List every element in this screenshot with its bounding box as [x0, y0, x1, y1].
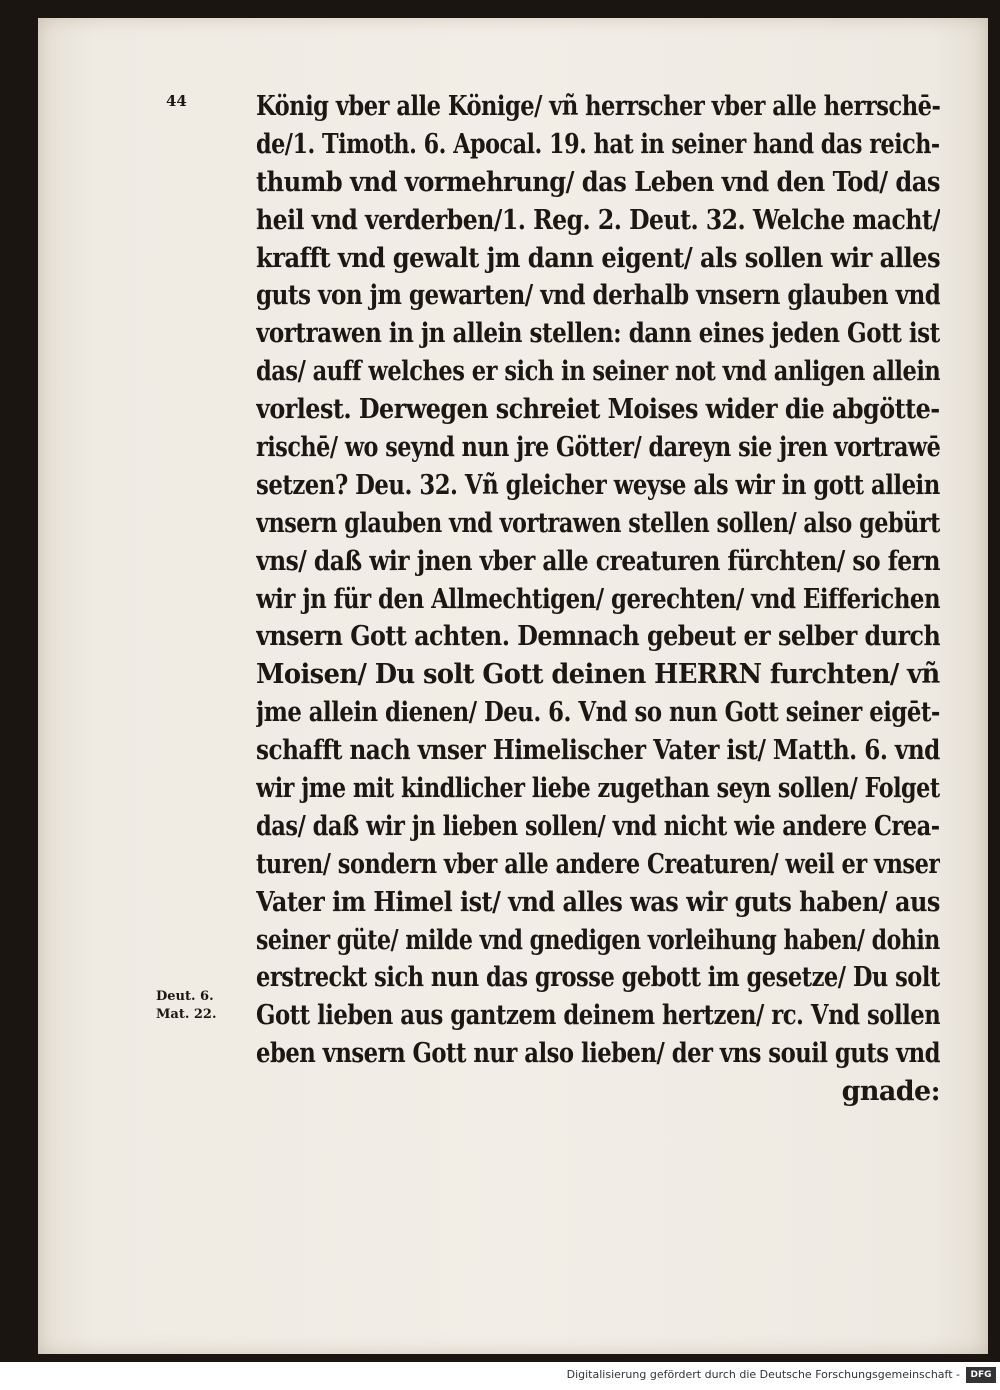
- text-line: vnsern Gott achten. Demnach gebeut er selber durch: [256, 621, 941, 653]
- footer-bar: [0, 1362, 1000, 1390]
- text-line: schafft nach vnser Himelischer Vater ist/ Matth. 6. vnd: [256, 735, 940, 767]
- text-line: wir jme mit kindlicher liebe zugethan seyn sollen/ Folget: [256, 773, 940, 805]
- text-line: wir jn für den Allmechtigen/ gerechten/ vnd Eifferichen: [256, 583, 940, 615]
- text-line: vns/ daß wir jnen vber alle creaturen fürchten/ so fern: [256, 545, 940, 577]
- text-line: heil vnd verderben/1. Reg. 2. Deut. 32. Welche macht/: [256, 204, 940, 236]
- text-line: Moisen/ Du solt Gott deinen HERRN furchten/ vñ: [256, 659, 940, 691]
- text-line: Vater im Himel ist/ vnd alles was wir guts haben/ aus: [256, 886, 940, 918]
- margin-notes: [156, 988, 217, 1024]
- text-line: rischē/ wo seynd nun jre Götter/ dareyn sie jren vortrawē: [256, 432, 941, 464]
- text-line: setzen? Deu. 32. Vñ gleicher weyse als wir in gott allein: [256, 469, 940, 501]
- text-line: vorlest. Derwegen schreiet Moises wider die abgötte-: [256, 394, 940, 426]
- text-line: das/ daß wir jn lieben sollen/ vnd nicht wie andere Crea-: [256, 810, 940, 842]
- text-line: guts von jm gewarten/ vnd derhalb vnsern glauben vnd: [256, 280, 940, 312]
- catchword: gnade:: [841, 1076, 940, 1108]
- text-line: krafft vnd gewalt jm dann eigent/ als sollen wir alles: [256, 242, 941, 274]
- text-line: erstreckt sich nun das grosse gebott im gesetze/ Du solt: [256, 962, 940, 994]
- text-line: seiner güte/ milde vnd gnedigen vorleihung haben/ dohin: [256, 924, 940, 956]
- text-block: [256, 88, 940, 1111]
- text-line: Gott lieben aus gantzem deinem hertzen/ rc. Vnd sollen: [256, 1000, 940, 1032]
- margin-note: Mat. 22.: [156, 1007, 217, 1022]
- text-line: eben vnsern Gott nur also lieben/ der vns souil guts vnd: [256, 1038, 940, 1070]
- text-line: vortrawen in jn allein stellen: dann eines jeden Gott ist: [256, 318, 940, 350]
- page-number: 44: [166, 92, 187, 110]
- margin-note: Deut. 6.: [156, 989, 214, 1004]
- text-line: turen/ sondern vber alle andere Creaturen/ weil er vnser: [256, 848, 940, 880]
- footer-credit: Digitalisierung gefördert durch die Deutsche Forschungsgemeinschaft -: [566, 1368, 960, 1381]
- text-line: König vber alle Könige/ vñ herrscher vber alle herrschē-: [256, 91, 941, 122]
- dfg-logo: DFG: [966, 1367, 996, 1383]
- text-line: jme allein dienen/ Deu. 6. Vnd so nun Gott seiner eigēt-: [256, 697, 940, 729]
- text-line: das/ auff welches er sich in seiner not vnd anligen allein: [256, 356, 941, 388]
- text-line: de/1. Timoth. 6. Apocal. 19. hat in seiner hand das reich-: [256, 128, 940, 160]
- text-line: thumb vnd vormehrung/ das Leben vnd den Tod/ das: [256, 166, 940, 198]
- text-line: vnsern glauben vnd vortrawen stellen sollen/ also gebürt: [256, 507, 940, 539]
